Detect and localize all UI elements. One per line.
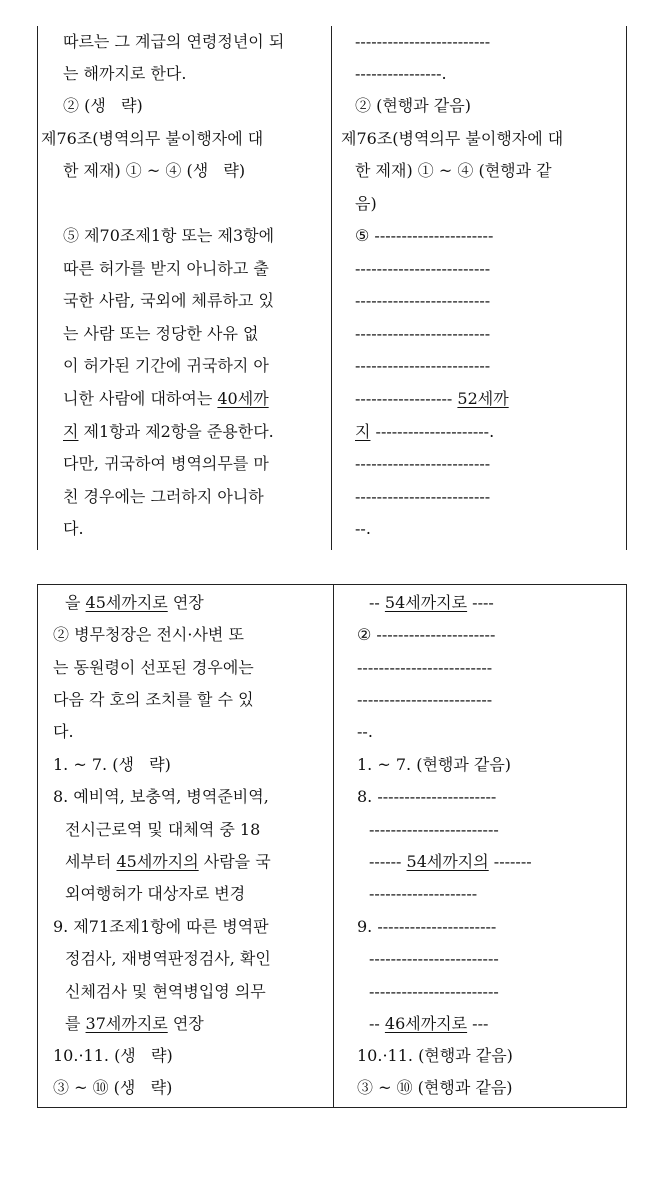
text-line: ------------------------- xyxy=(355,291,491,310)
text-line: ⑤ 제70조제1항 또는 제3항에 xyxy=(63,226,275,245)
text-line: ------------------------ xyxy=(369,949,499,968)
text-line: 8. ---------------------- xyxy=(357,787,497,806)
underlined-age: 52세까 xyxy=(457,389,509,408)
table-right-border xyxy=(626,585,627,1107)
text-line: 는 해까지로 한다. xyxy=(63,64,187,83)
text-line: 는 동원령이 선포된 경우에는 xyxy=(53,658,254,677)
text-line xyxy=(369,852,532,872)
text-line: ------------------------- xyxy=(355,487,491,506)
underlined-age: 45세까지로 xyxy=(85,593,168,612)
text-segment: 를 xyxy=(65,1014,86,1033)
article-heading: 제76조(병역의무 불이행자에 대 xyxy=(341,129,564,148)
text-line: ② 병무청장은 전시·사변 또 xyxy=(53,625,244,644)
text-segment: ------ xyxy=(369,852,407,871)
text-segment: -- xyxy=(369,1014,385,1033)
text-segment: ---------------------. xyxy=(370,422,495,441)
text-line: -------------------- xyxy=(369,884,478,903)
text-segment: 세부터 xyxy=(65,852,117,871)
table-left-border xyxy=(37,26,38,550)
text-line: ② ---------------------- xyxy=(357,625,496,644)
text-line: 친 경우에는 그러하지 아니하 xyxy=(63,487,264,506)
text-line: ------------------------ xyxy=(369,820,499,839)
underlined-age: 54세까지로 xyxy=(384,593,468,612)
text-line: --. xyxy=(357,722,373,741)
text-segment: 연장 xyxy=(167,1014,204,1033)
table-left-border xyxy=(37,585,38,1107)
text-line: ② (생 략) xyxy=(63,96,143,115)
text-line: 따른 허가를 받지 아니하고 출 xyxy=(63,259,269,278)
text-line: 이 허가된 기간에 귀국하지 아 xyxy=(63,356,269,375)
text-line xyxy=(369,593,494,613)
text-line xyxy=(355,389,509,409)
table-right-border xyxy=(626,26,627,550)
underlined-age: 지 xyxy=(63,422,79,441)
text-segment: 니한 사람에 대하여는 xyxy=(63,389,218,408)
text-line xyxy=(65,1014,204,1034)
text-segment: 사람을 국 xyxy=(198,852,271,871)
text-line: ------------------------- xyxy=(355,324,491,343)
text-line xyxy=(65,593,204,613)
text-segment: --- xyxy=(467,1014,489,1033)
text-line: --. xyxy=(355,519,371,538)
text-line: 정검사, 재병역판정검사, 확인 xyxy=(65,949,271,968)
text-line xyxy=(369,1014,488,1034)
text-line xyxy=(63,422,274,442)
column-divider xyxy=(331,26,332,550)
underlined-age: 46세까지로 xyxy=(384,1014,468,1033)
text-line: 한 제재) ① ~ ④ (현행과 같 xyxy=(355,161,552,180)
underlined-age: 40세까 xyxy=(217,389,269,408)
text-line: 1. ~ 7. (생 략) xyxy=(53,755,171,774)
text-line: ⑤ ---------------------- xyxy=(355,226,494,245)
comparison-table-top xyxy=(37,26,627,550)
text-segment: ------------------ xyxy=(355,389,458,408)
text-line: 다음 각 호의 조치를 할 수 있 xyxy=(53,690,254,709)
text-line: 다. xyxy=(53,722,74,741)
text-line: ----------------. xyxy=(355,64,447,83)
comparison-table-bottom xyxy=(37,584,627,1108)
text-line: ------------------------- xyxy=(355,356,491,375)
text-line: ------------------------- xyxy=(357,690,493,709)
text-segment: -- xyxy=(369,593,385,612)
text-line: 1. ~ 7. (현행과 같음) xyxy=(357,755,512,774)
underlined-age: 54세까지의 xyxy=(406,852,489,871)
text-line: 9. 제71조제1항에 따른 병역판 xyxy=(53,917,269,936)
text-line xyxy=(355,422,494,442)
text-line xyxy=(65,852,271,872)
text-line: 한 제재) ① ~ ④ (생 략) xyxy=(63,161,246,180)
text-line: 8. 예비역, 보충역, 병역준비역, xyxy=(53,787,269,806)
text-line: 따르는 그 계급의 연령정년이 되 xyxy=(63,32,285,51)
underlined-age: 37세까지로 xyxy=(85,1014,168,1033)
text-line: ------------------------- xyxy=(355,454,491,473)
underlined-age: 지 xyxy=(355,422,371,441)
text-line: 국한 사람, 국외에 체류하고 있 xyxy=(63,291,274,310)
text-line: ------------------------- xyxy=(355,32,491,51)
text-line: 외여행허가 대상자로 변경 xyxy=(65,884,246,903)
text-line: 10.·11. (현행과 같음) xyxy=(357,1046,513,1065)
text-line: 신체검사 및 현역병입영 의무 xyxy=(65,982,266,1001)
text-line: 9. ---------------------- xyxy=(357,917,497,936)
text-line: 는 사람 또는 정당한 사유 없 xyxy=(63,324,259,343)
text-line xyxy=(63,389,269,409)
article-heading: 제76조(병역의무 불이행자에 대 xyxy=(41,129,264,148)
text-line: ------------------------- xyxy=(357,658,493,677)
text-line: ------------------------ xyxy=(369,982,499,1001)
text-line: ③ ~ ⑩ (현행과 같음) xyxy=(357,1078,513,1097)
text-line: ③ ~ ⑩ (생 략) xyxy=(53,1078,173,1097)
column-divider xyxy=(333,585,334,1107)
text-segment: ---- xyxy=(467,593,494,612)
text-segment: 을 xyxy=(65,593,86,612)
text-line: 다만, 귀국하여 병역의무를 마 xyxy=(63,454,269,473)
text-line: 다. xyxy=(63,519,84,538)
text-line: 전시근로역 및 대체역 중 18 xyxy=(65,820,261,839)
text-segment: 연장 xyxy=(167,593,204,612)
text-line: ------------------------- xyxy=(355,259,491,278)
text-segment: ------- xyxy=(488,852,532,871)
text-line: ② (현행과 같음) xyxy=(355,96,471,115)
text-segment: 제1항과 제2항을 준용한다. xyxy=(78,422,274,441)
text-line: 10.·11. (생 략) xyxy=(53,1046,173,1065)
underlined-age: 45세까지의 xyxy=(116,852,199,871)
text-line: 음) xyxy=(355,194,377,213)
